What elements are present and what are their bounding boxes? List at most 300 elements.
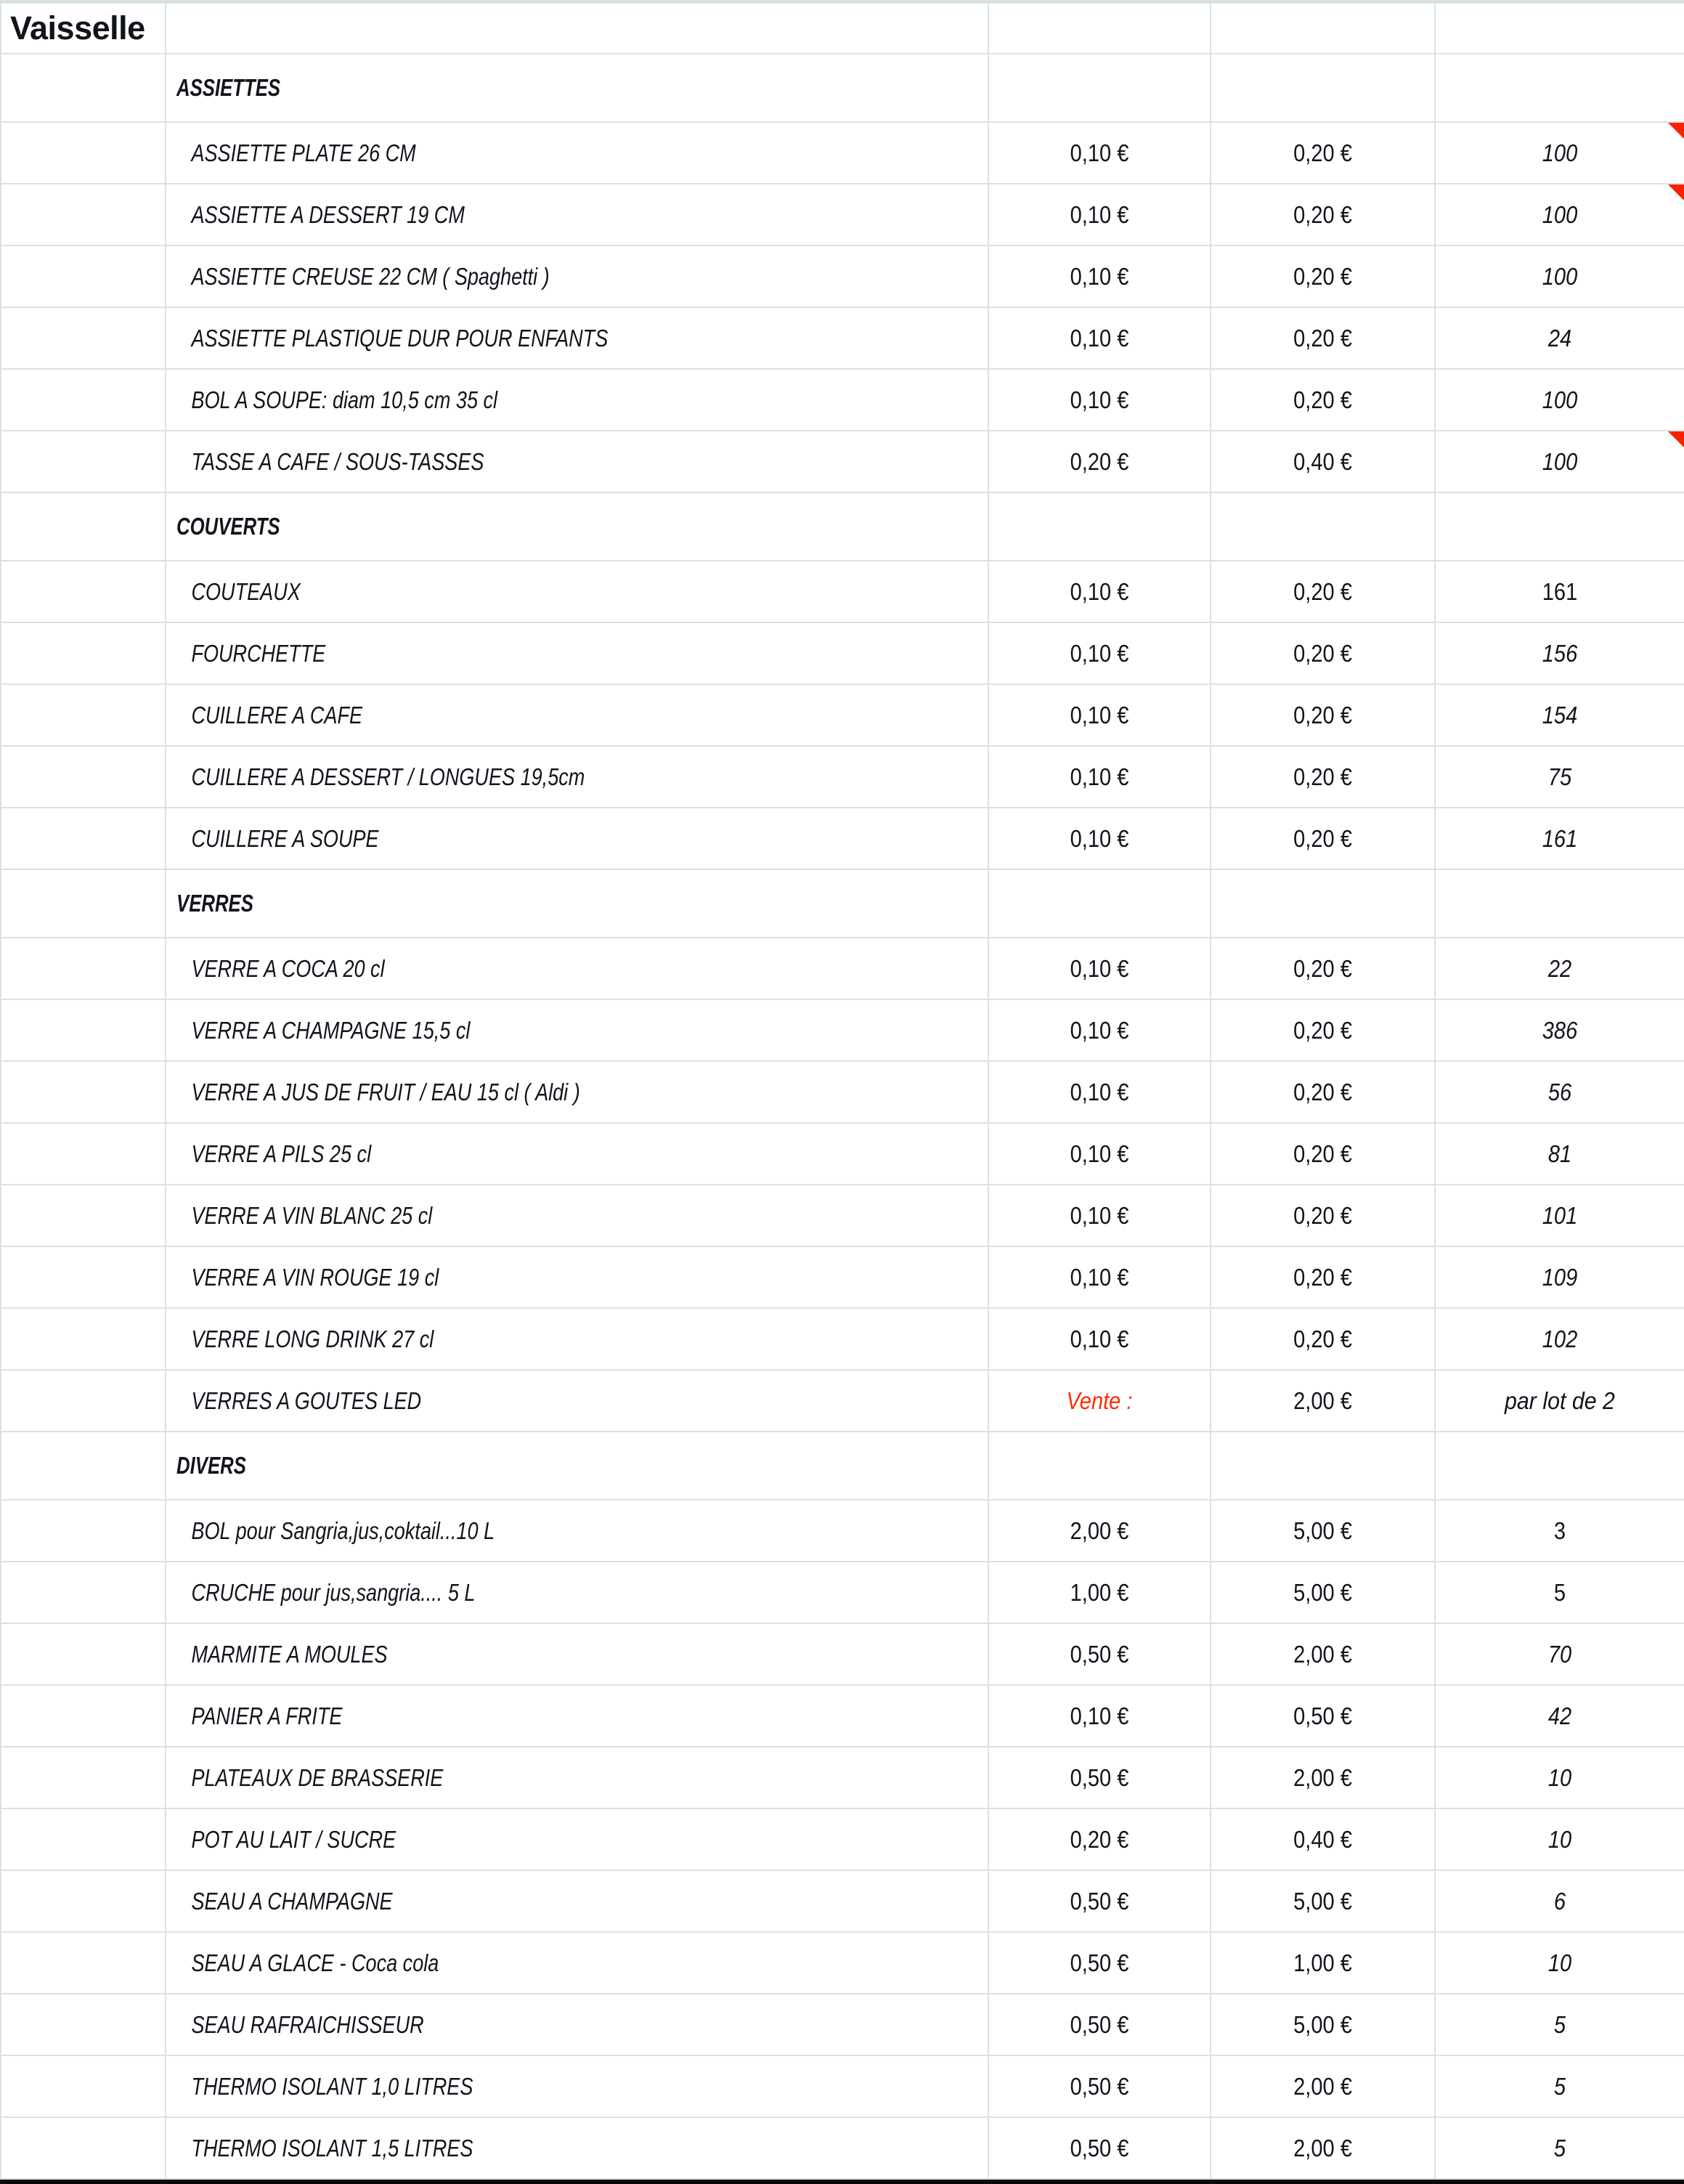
price-replacement-cell-text: 5,00 €	[1293, 1887, 1352, 1915]
quantity-cell-text: 156	[1542, 639, 1578, 667]
quantity-cell	[1435, 307, 1684, 369]
row-gutter-cell	[1, 622, 166, 684]
group-label	[166, 1432, 988, 1500]
price-replacement-cell-text: 0,20 €	[1293, 1201, 1352, 1229]
price-replacement-cell	[1211, 999, 1435, 1061]
empty-cell	[1211, 3, 1435, 54]
quantity-cell-text: 6	[1553, 1887, 1566, 1915]
price-rental-cell	[988, 1685, 1211, 1747]
page-title	[1, 3, 166, 54]
price-replacement-cell-text: 2,00 €	[1293, 1763, 1352, 1791]
price-replacement-cell-text: 0,20 €	[1293, 639, 1352, 667]
quantity-cell-with-comment	[1435, 184, 1684, 245]
item-name-cell-text: TASSE A CAFE / SOUS-TASSES	[191, 447, 484, 475]
price-replacement-cell-text: 0,20 €	[1293, 200, 1352, 228]
price-replacement-cell	[1211, 184, 1435, 245]
row-gutter-cell	[1, 999, 166, 1061]
item-name-cell-text: VERRE A JUS DE FRUIT / EAU 15 cl ( Aldi )	[191, 1078, 580, 1105]
quantity-cell-text: 5	[1553, 2010, 1566, 2038]
quantity-cell-text: 10	[1547, 1949, 1572, 1976]
quantity-cell	[1435, 1870, 1684, 1932]
item-name-cell	[166, 938, 988, 999]
item-name-cell-text: VERRE A CHAMPAGNE 15,5 cl	[191, 1016, 471, 1044]
quantity-cell	[1435, 1623, 1684, 1685]
price-replacement-cell-text: 0,20 €	[1293, 763, 1352, 790]
price-replacement-cell	[1211, 1370, 1435, 1432]
row-gutter-cell	[1, 1685, 166, 1747]
quantity-cell	[1435, 1308, 1684, 1370]
price-replacement-cell	[1211, 369, 1435, 431]
quantity-cell-text: 100	[1542, 386, 1578, 413]
price-rental-cell-text: 0,10 €	[1070, 324, 1129, 352]
price-rental-cell	[988, 122, 1211, 184]
quantity-cell-text: 100	[1542, 139, 1578, 166]
price-replacement-cell	[1211, 1500, 1435, 1562]
price-replacement-cell	[1211, 938, 1435, 999]
price-replacement-cell-text: 0,20 €	[1293, 139, 1352, 166]
quantity-cell-with-comment	[1435, 122, 1684, 184]
item-name-cell-text: SEAU A CHAMPAGNE	[191, 1887, 393, 1915]
item-name-cell	[166, 307, 988, 369]
item-name-cell	[166, 808, 988, 869]
price-rental-cell-text: 1,00 €	[1070, 1578, 1129, 1606]
row-gutter-cell	[1, 1994, 166, 2055]
item-name-cell-text: FOURCHETTE	[191, 639, 326, 667]
price-replacement-cell-text: 0,20 €	[1293, 324, 1352, 352]
empty-cell	[988, 869, 1211, 938]
price-replacement-cell	[1211, 746, 1435, 808]
price-rental-cell-text: 0,50 €	[1070, 2010, 1129, 2038]
table-row	[1, 1870, 1684, 1932]
row-gutter-cell	[1, 869, 166, 938]
row-gutter-cell	[1, 1432, 166, 1500]
price-rental-cell-text: 2,00 €	[1070, 1517, 1129, 1544]
table-row	[1, 1246, 1684, 1308]
row-gutter-cell	[1, 1185, 166, 1246]
price-rental-cell	[988, 431, 1211, 492]
table-row	[1, 1747, 1684, 1809]
item-name-cell-text: SEAU RAFRAICHISSEUR	[191, 2010, 424, 2038]
price-rental-cell-text: 0,10 €	[1070, 139, 1129, 166]
table-row	[1, 369, 1684, 431]
vaisselle-inventory-table	[0, 2, 1684, 2180]
price-replacement-cell	[1211, 1994, 1435, 2055]
price-replacement-cell	[1211, 2055, 1435, 2117]
item-name-cell	[166, 369, 988, 431]
row-gutter-cell	[1, 1809, 166, 1870]
price-replacement-cell-text: 0,40 €	[1293, 1825, 1352, 1853]
quantity-cell-text: 5	[1553, 1578, 1566, 1606]
group-label-text: COUVERTS	[176, 513, 280, 540]
item-name-cell-text: VERRES A GOUTES LED	[191, 1387, 422, 1414]
quantity-cell	[1435, 1562, 1684, 1623]
item-name-cell	[166, 1500, 988, 1562]
table-row	[1, 1370, 1684, 1432]
empty-cell	[1435, 54, 1684, 122]
group-label-text: VERRES	[176, 890, 253, 917]
price-replacement-cell	[1211, 122, 1435, 184]
table-row	[1, 1994, 1684, 2055]
price-rental-cell	[988, 622, 1211, 684]
price-replacement-cell-text: 0,20 €	[1293, 1140, 1352, 1167]
price-rental-cell	[988, 184, 1211, 245]
row-gutter-cell	[1, 54, 166, 122]
item-name-cell	[166, 1123, 988, 1185]
price-replacement-cell-text: 0,20 €	[1293, 577, 1352, 605]
price-replacement-cell	[1211, 622, 1435, 684]
quantity-cell-text: 42	[1547, 1702, 1572, 1729]
price-rental-cell-text: 0,10 €	[1070, 954, 1129, 982]
price-replacement-cell	[1211, 1809, 1435, 1870]
table-row	[1, 999, 1684, 1061]
price-rental-cell-text: 0,50 €	[1070, 1640, 1129, 1668]
row-gutter-cell	[1, 369, 166, 431]
price-rental-cell-text: 0,10 €	[1070, 1016, 1129, 1044]
price-rental-cell	[988, 1747, 1211, 1809]
price-rental-cell-text: 0,10 €	[1070, 763, 1129, 790]
row-gutter-cell	[1, 2117, 166, 2179]
price-rental-cell	[988, 1061, 1211, 1123]
empty-cell	[1435, 1432, 1684, 1500]
quantity-cell	[1435, 1685, 1684, 1747]
quantity-cell	[1435, 746, 1684, 808]
item-name-cell-text: ASSIETTE A DESSERT 19 CM	[191, 200, 465, 228]
price-rental-cell-text: 0,10 €	[1070, 386, 1129, 413]
page-title-text: Vaisselle	[10, 9, 145, 46]
row-gutter-cell	[1, 431, 166, 492]
item-name-cell	[166, 2117, 988, 2179]
quantity-cell	[1435, 1061, 1684, 1123]
price-replacement-cell	[1211, 431, 1435, 492]
price-replacement-cell	[1211, 307, 1435, 369]
price-rental-cell	[988, 999, 1211, 1061]
row-gutter-cell	[1, 684, 166, 746]
item-name-cell-text: THERMO ISOLANT 1,5 LITRES	[191, 2134, 473, 2161]
item-name-cell	[166, 2055, 988, 2117]
price-rental-cell	[988, 1500, 1211, 1562]
row-gutter-cell	[1, 1932, 166, 1994]
table-row	[1, 938, 1684, 999]
empty-cell	[1211, 492, 1435, 561]
item-name-cell	[166, 1685, 988, 1747]
table-row	[1, 1562, 1684, 1623]
price-rental-cell	[988, 684, 1211, 746]
empty-cell	[1435, 3, 1684, 54]
group-label	[166, 492, 988, 561]
table-row	[1, 1809, 1684, 1870]
price-rental-cell	[988, 1994, 1211, 2055]
price-replacement-cell-text: 0,20 €	[1293, 1325, 1352, 1352]
price-replacement-cell-text: 0,20 €	[1293, 824, 1352, 852]
group-label-text: DIVERS	[176, 1452, 246, 1479]
price-replacement-cell-text: 0,20 €	[1293, 954, 1352, 982]
item-name-cell	[166, 1870, 988, 1932]
price-rental-cell	[988, 1185, 1211, 1246]
item-name-cell	[166, 1623, 988, 1685]
price-replacement-cell	[1211, 1623, 1435, 1685]
price-replacement-cell-text: 2,00 €	[1293, 2072, 1352, 2100]
price-replacement-cell-text: 0,50 €	[1293, 1702, 1352, 1729]
empty-cell	[1435, 869, 1684, 938]
item-name-cell	[166, 1308, 988, 1370]
row-gutter-cell	[1, 307, 166, 369]
row-gutter-cell	[1, 1870, 166, 1932]
item-name-cell	[166, 1747, 988, 1809]
table-row	[1, 245, 1684, 307]
empty-cell	[1211, 1432, 1435, 1500]
empty-cell	[166, 3, 988, 54]
quantity-cell	[1435, 1809, 1684, 1870]
item-name-cell	[166, 746, 988, 808]
row-gutter-cell	[1, 122, 166, 184]
quantity-cell-text: 100	[1542, 200, 1578, 228]
quantity-cell	[1435, 2055, 1684, 2117]
price-replacement-cell-text: 2,00 €	[1293, 1640, 1352, 1668]
price-rental-cell-text: Vente :	[1066, 1387, 1133, 1414]
price-rental-cell-text: 0,50 €	[1070, 1949, 1129, 1976]
item-name-cell-text: CUILLERE A SOUPE	[191, 824, 379, 852]
table-row	[1, 622, 1684, 684]
quantity-cell	[1435, 245, 1684, 307]
quantity-cell	[1435, 684, 1684, 746]
item-name-cell-text: ASSIETTE CREUSE 22 CM ( Spaghetti )	[191, 262, 550, 290]
quantity-cell-text: 24	[1547, 324, 1572, 352]
quantity-cell	[1435, 938, 1684, 999]
price-replacement-cell	[1211, 2117, 1435, 2179]
quantity-cell	[1435, 2117, 1684, 2179]
price-rental-cell	[988, 938, 1211, 999]
item-name-cell-text: POT AU LAIT / SUCRE	[191, 1825, 396, 1853]
row-gutter-cell	[1, 561, 166, 622]
price-replacement-cell	[1211, 245, 1435, 307]
row-gutter-cell	[1, 1500, 166, 1562]
table-row	[1, 431, 1684, 492]
quantity-cell	[1435, 1747, 1684, 1809]
row-gutter-cell	[1, 1123, 166, 1185]
item-name-cell-text: VERRE A VIN ROUGE 19 cl	[191, 1263, 439, 1291]
group-header-row	[1, 492, 1684, 561]
table-row	[1, 2055, 1684, 2117]
table-row	[1, 1308, 1684, 1370]
quantity-cell	[1435, 561, 1684, 622]
quantity-cell	[1435, 808, 1684, 869]
item-name-cell-text: MARMITE A MOULES	[191, 1640, 388, 1668]
item-name-cell-text: SEAU A GLACE - Coca cola	[191, 1949, 439, 1976]
price-rental-cell	[988, 369, 1211, 431]
price-rental-cell-text: 0,10 €	[1070, 577, 1129, 605]
price-replacement-cell	[1211, 561, 1435, 622]
item-name-cell-text: COUTEAUX	[191, 577, 301, 605]
row-gutter-cell	[1, 1308, 166, 1370]
row-gutter-cell	[1, 1370, 166, 1432]
group-header-row	[1, 54, 1684, 122]
item-name-cell	[166, 1994, 988, 2055]
empty-cell	[988, 3, 1211, 54]
price-rental-cell-text: 0,20 €	[1070, 1825, 1129, 1853]
item-name-cell-text: BOL pour Sangria,jus,coktail...10 L	[191, 1517, 495, 1544]
quantity-cell-text: 3	[1553, 1517, 1566, 1544]
price-replacement-cell	[1211, 1870, 1435, 1932]
item-name-cell-text: VERRE A COCA 20 cl	[191, 954, 385, 982]
sheet-bottom-rule	[0, 2180, 1684, 2184]
price-replacement-cell	[1211, 1932, 1435, 1994]
price-rental-cell	[988, 1246, 1211, 1308]
row-gutter-cell	[1, 1246, 166, 1308]
price-rental-cell-text: 0,10 €	[1070, 1078, 1129, 1105]
item-name-cell	[166, 1932, 988, 1994]
empty-cell	[1211, 869, 1435, 938]
price-replacement-cell	[1211, 1562, 1435, 1623]
group-label	[166, 54, 988, 122]
price-rental-cell	[988, 808, 1211, 869]
price-replacement-cell-text: 1,00 €	[1293, 1949, 1352, 1976]
table-row	[1, 561, 1684, 622]
price-replacement-cell-text: 0,20 €	[1293, 386, 1352, 413]
price-rental-cell	[988, 2117, 1211, 2179]
item-name-cell	[166, 561, 988, 622]
table-row	[1, 1685, 1684, 1747]
quantity-cell-text: 10	[1547, 1763, 1572, 1791]
row-gutter-cell	[1, 808, 166, 869]
quantity-cell	[1435, 1500, 1684, 1562]
price-replacement-cell-text: 0,20 €	[1293, 701, 1352, 728]
table-row	[1, 746, 1684, 808]
item-name-cell	[166, 122, 988, 184]
row-gutter-cell	[1, 1562, 166, 1623]
table-row	[1, 184, 1684, 245]
item-name-cell	[166, 1246, 988, 1308]
item-name-cell-text: VERRE A VIN BLANC 25 cl	[191, 1201, 433, 1229]
row-gutter-cell	[1, 1747, 166, 1809]
item-name-cell-text: ASSIETTE PLATE 26 CM	[191, 139, 416, 166]
empty-cell	[1211, 54, 1435, 122]
price-replacement-cell	[1211, 1123, 1435, 1185]
item-name-cell-text: THERMO ISOLANT 1,0 LITRES	[191, 2072, 473, 2100]
quantity-cell-text: 10	[1547, 1825, 1572, 1853]
quantity-cell	[1435, 1246, 1684, 1308]
quantity-cell-text: 161	[1542, 824, 1578, 852]
price-rental-cell	[988, 1809, 1211, 1870]
quantity-cell	[1435, 1123, 1684, 1185]
quantity-cell-text: 100	[1542, 262, 1578, 290]
empty-cell	[1435, 492, 1684, 561]
price-rental-cell	[988, 1370, 1211, 1432]
price-rental-cell-text: 0,20 €	[1070, 447, 1129, 475]
empty-cell	[988, 1432, 1211, 1500]
item-name-cell-text: CRUCHE pour jus,sangria.... 5 L	[191, 1578, 476, 1606]
quantity-cell-text: 81	[1547, 1140, 1572, 1167]
quantity-cell-text: 22	[1547, 954, 1572, 982]
quantity-cell-text: 154	[1542, 701, 1578, 728]
table-row	[1, 307, 1684, 369]
row-gutter-cell	[1, 492, 166, 561]
price-replacement-cell-text: 0,20 €	[1293, 262, 1352, 290]
item-name-cell	[166, 184, 988, 245]
item-name-cell-text: VERRE A PILS 25 cl	[191, 1140, 372, 1167]
quantity-cell	[1435, 1932, 1684, 1994]
item-name-cell-text: CUILLERE A CAFE	[191, 701, 363, 728]
table-row	[1, 1123, 1684, 1185]
item-name-cell-text: CUILLERE A DESSERT / LONGUES 19,5cm	[191, 763, 585, 790]
quantity-cell	[1435, 622, 1684, 684]
quantity-cell	[1435, 999, 1684, 1061]
row-gutter-cell	[1, 184, 166, 245]
quantity-cell	[1435, 1185, 1684, 1246]
item-name-cell	[166, 1370, 988, 1432]
table-row	[1, 1623, 1684, 1685]
quantity-cell-text: 5	[1553, 2134, 1566, 2161]
price-replacement-cell-text: 5,00 €	[1293, 1517, 1352, 1544]
price-rental-cell	[988, 746, 1211, 808]
price-replacement-cell	[1211, 1685, 1435, 1747]
quantity-cell	[1435, 1370, 1684, 1432]
item-name-cell-text: ASSIETTE PLASTIQUE DUR POUR ENFANTS	[191, 324, 609, 352]
item-name-cell	[166, 684, 988, 746]
item-name-cell	[166, 431, 988, 492]
group-header-row	[1, 1432, 1684, 1500]
quantity-cell-text: 102	[1542, 1325, 1578, 1352]
price-rental-cell-text: 0,10 €	[1070, 262, 1129, 290]
quantity-cell-text: 100	[1542, 447, 1578, 475]
price-rental-cell-text: 0,10 €	[1070, 1201, 1129, 1229]
row-gutter-cell	[1, 1623, 166, 1685]
price-replacement-cell	[1211, 1308, 1435, 1370]
quantity-cell-text: 5	[1553, 2072, 1566, 2100]
row-gutter-cell	[1, 2055, 166, 2117]
price-rental-cell-text: 0,10 €	[1070, 824, 1129, 852]
price-rental-cell-text: 0,10 €	[1070, 639, 1129, 667]
row-gutter-cell	[1, 746, 166, 808]
item-name-cell	[166, 1185, 988, 1246]
price-rental-cell	[988, 1123, 1211, 1185]
item-name-cell	[166, 622, 988, 684]
price-rental-cell	[988, 1562, 1211, 1623]
quantity-cell-text: 56	[1547, 1078, 1572, 1105]
price-replacement-cell-text: 0,20 €	[1293, 1263, 1352, 1291]
price-replacement-cell-text: 5,00 €	[1293, 2010, 1352, 2038]
table-row	[1, 1932, 1684, 1994]
price-rental-cell-text: 0,10 €	[1070, 1263, 1129, 1291]
table-row	[1, 1185, 1684, 1246]
group-header-row	[1, 869, 1684, 938]
item-name-cell	[166, 999, 988, 1061]
quantity-cell-text: 161	[1542, 577, 1578, 605]
row-gutter-cell	[1, 1061, 166, 1123]
item-name-cell-text: PLATEAUX DE BRASSERIE	[191, 1763, 444, 1791]
price-rental-cell-text: 0,10 €	[1070, 701, 1129, 728]
quantity-cell	[1435, 1994, 1684, 2055]
price-replacement-cell-text: 0,40 €	[1293, 447, 1352, 475]
quantity-cell-text: 109	[1542, 1263, 1578, 1291]
price-rental-cell	[988, 1308, 1211, 1370]
price-replacement-cell-text: 2,00 €	[1293, 1387, 1352, 1414]
price-rental-cell-text: 0,50 €	[1070, 1763, 1129, 1791]
quantity-cell-text: 386	[1542, 1016, 1578, 1044]
price-replacement-cell	[1211, 1747, 1435, 1809]
item-name-cell	[166, 1809, 988, 1870]
quantity-cell-with-comment	[1435, 431, 1684, 492]
empty-cell	[988, 492, 1211, 561]
price-rental-cell-text: 0,50 €	[1070, 1887, 1129, 1915]
price-replacement-cell-text: 0,20 €	[1293, 1016, 1352, 1044]
price-rental-cell	[988, 561, 1211, 622]
quantity-cell-text: 101	[1542, 1201, 1578, 1229]
item-name-cell-text: BOL A SOUPE: diam 10,5 cm 35 cl	[191, 386, 498, 413]
quantity-cell-text: par lot de 2	[1505, 1387, 1615, 1414]
price-rental-cell-text: 0,10 €	[1070, 1140, 1129, 1167]
price-replacement-cell	[1211, 1061, 1435, 1123]
group-label-text: ASSIETTES	[176, 74, 281, 101]
